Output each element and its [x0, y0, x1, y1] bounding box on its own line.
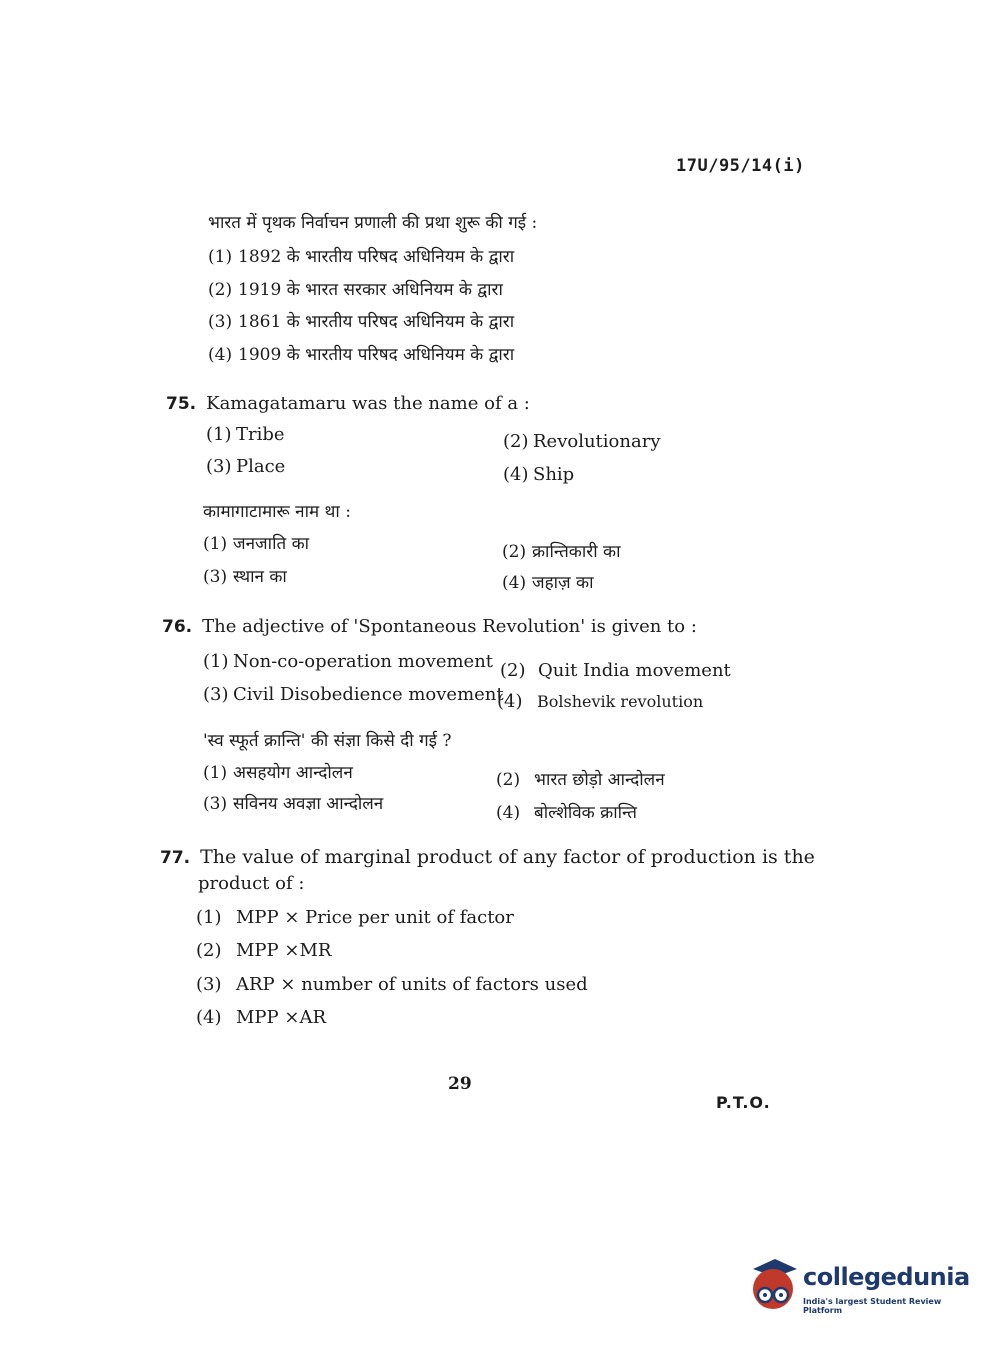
q77-option-3: (3) ARP × number of units of factors used: [196, 974, 588, 995]
q76-option-2: (2) Quit India movement: [500, 660, 731, 681]
q76-hindi-option-4: (4) बोल्शेविक क्रान्ति: [496, 803, 637, 823]
mascot-icon: [743, 1255, 801, 1313]
q77-option-2: (2) MPP ×MR: [196, 940, 332, 961]
brand-name: collegedunia: [803, 1263, 970, 1291]
q74-option-4: (4) 1909 के भारतीय परिषद अधिनियम के द्वारा: [208, 345, 515, 365]
q75-hindi-option-3: (3) स्थान का: [203, 567, 287, 587]
q75-hindi-option-4: (4) जहाज़ का: [502, 573, 594, 593]
q76-option-3: (3) Civil Disobedience movement: [203, 684, 504, 705]
q74-option-2: (2) 1919 के भारत सरकार अधिनियम के द्वारा: [208, 280, 503, 300]
q76-stem: 76. The adjective of 'Spontaneous Revolution' is given to :: [162, 616, 697, 637]
q76-option-4: (4) Bolshevik revolution: [497, 691, 704, 712]
q76-hindi-stem: 'स्व स्फूर्त क्रान्ति' की संज्ञा किसे दी गई ?: [203, 731, 452, 751]
q75-option-1: (1) Tribe: [206, 424, 285, 445]
q76-hindi-option-1: (1) असहयोग आन्दोलन: [203, 763, 353, 783]
q75-hindi-option-2: (2) क्रान्तिकारी का: [502, 542, 621, 562]
q75-hindi-stem: कामागाटामारू नाम था :: [203, 502, 351, 522]
q77-stem-line2: product of :: [198, 873, 305, 894]
q75-option-3: (3) Place: [206, 456, 286, 477]
q77-stem-line1: 77. The value of marginal product of any factor of production is the: [160, 846, 815, 868]
brand-tagline: India's largest Student Review Platform: [803, 1297, 942, 1315]
q77-option-4: (4) MPP ×AR: [196, 1007, 327, 1028]
q75-stem: 75. Kamagatamaru was the name of a :: [166, 393, 530, 414]
page-number: 29: [448, 1074, 472, 1094]
pto-label: P.T.O.: [716, 1093, 771, 1112]
q77-option-1: (1) MPP × Price per unit of factor: [196, 907, 514, 928]
q76-hindi-option-2: (2) भारत छोड़ो आन्दोलन: [496, 770, 665, 790]
q75-hindi-option-1: (1) जनजाति का: [203, 534, 310, 554]
q75-option-2: (2) Revolutionary: [503, 431, 661, 452]
q76-hindi-option-3: (3) सविनय अवज्ञा आन्दोलन: [203, 794, 384, 814]
q75-option-4: (4) Ship: [503, 464, 575, 485]
q74-option-3: (3) 1861 के भारतीय परिषद अधिनियम के द्वारा: [208, 312, 515, 332]
q74-hindi-stem: भारत में पृथक निर्वाचन प्रणाली की प्रथा शुरू की गई :: [208, 213, 538, 233]
paper-code: 17U/95/14(i): [676, 156, 805, 176]
q76-option-1: (1) Non-co-operation movement: [203, 651, 494, 672]
collegedunia-logo: [743, 1255, 973, 1315]
q74-option-1: (1) 1892 के भारतीय परिषद अधिनियम के द्वारा: [208, 247, 515, 267]
